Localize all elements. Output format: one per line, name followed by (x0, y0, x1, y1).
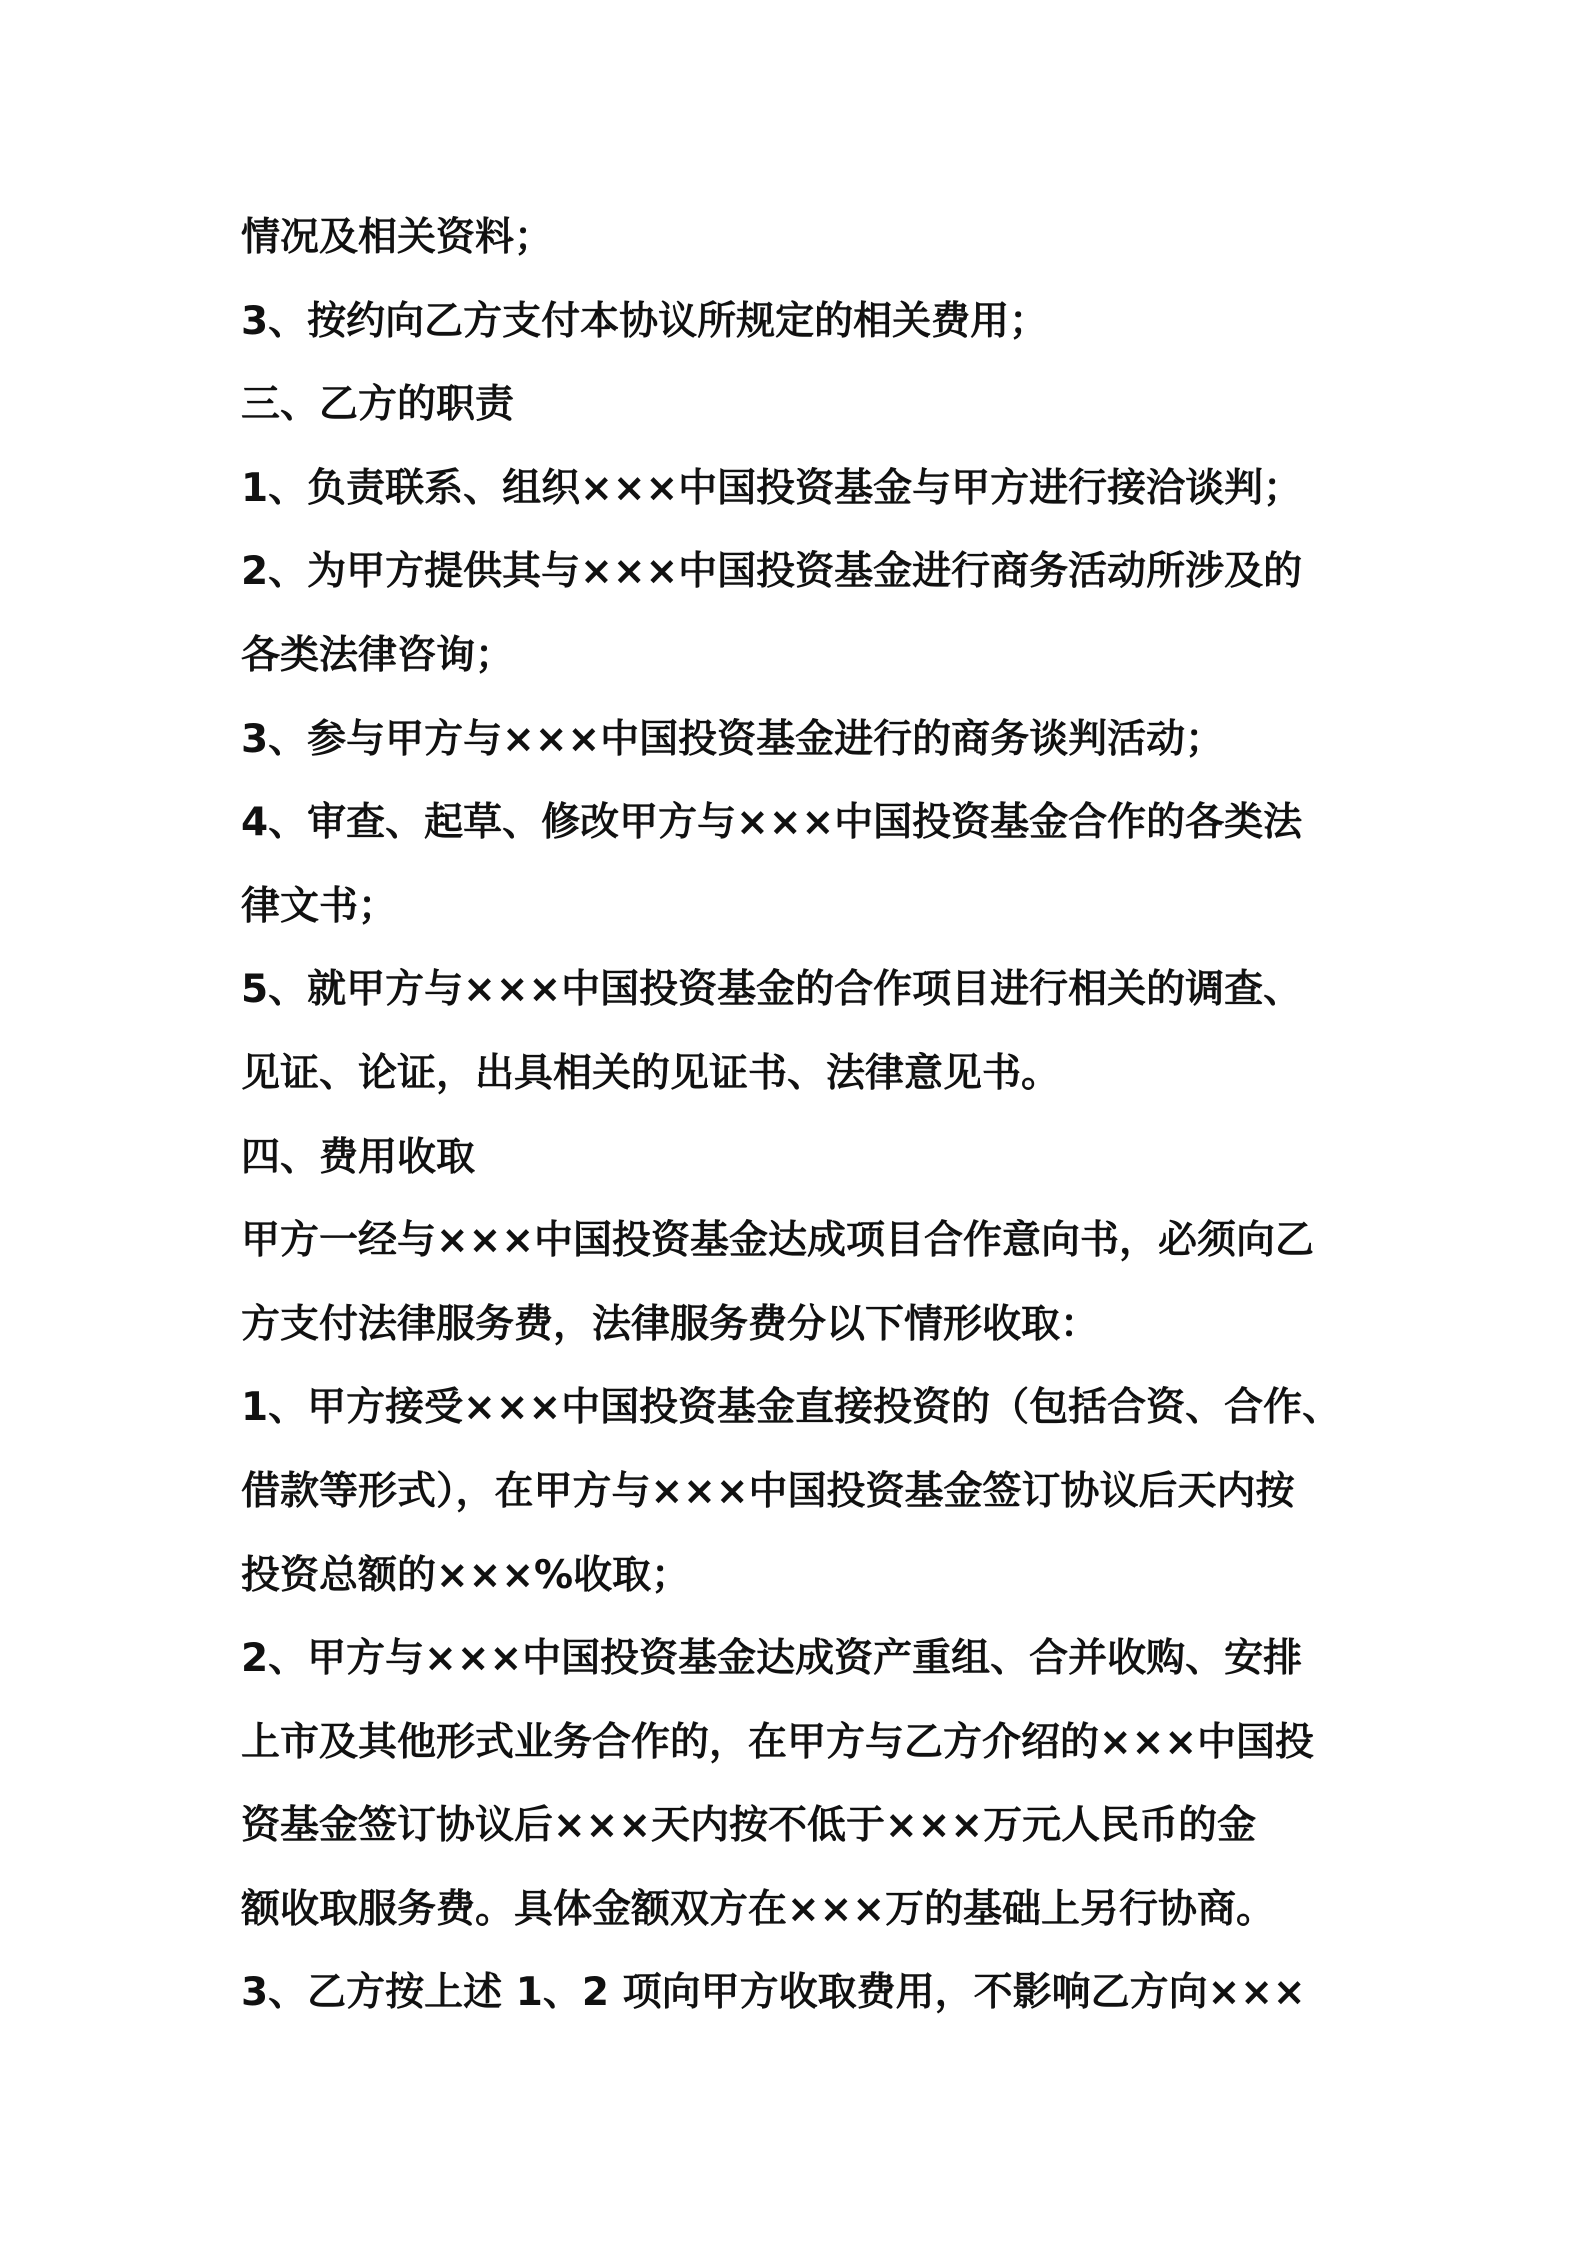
text-line: 见证、论证，出具相关的见证书、法律意见书。 (241, 1050, 1061, 1096)
text-line: 1、负责联系、组织×××中国投资基金与甲方进行接洽谈判； (241, 465, 1303, 511)
text-line: 借款等形式），在甲方与×××中国投资基金签订协议后天内按 (241, 1468, 1295, 1514)
document-body (241, 196, 1371, 2035)
text-line: 3、参与甲方与×××中国投资基金进行的商务谈判活动； (241, 716, 1225, 762)
text-line: 律文书； (241, 883, 398, 929)
text-line: 1、甲方接受×××中国投资基金直接投资的（包括合资、合作、 (241, 1385, 1342, 1431)
text-line: 4、审查、起草、修改甲方与×××中国投资基金合作的各类法 (241, 800, 1303, 846)
text-line: 情况及相关资料； (241, 215, 554, 260)
section-heading: 三、乙方的职责 (241, 382, 515, 428)
text-line: 额收取服务费。具体金额双方在×××万的基础上另行协商。 (241, 1886, 1276, 1932)
text-line: 投资总额的×××%收取； (241, 1552, 691, 1598)
text-line: 甲方一经与×××中国投资基金达成项目合作意向书，必须向乙 (241, 1218, 1315, 1264)
text-line: 3、按约向乙方支付本协议所规定的相关费用； (241, 298, 1049, 344)
text-line: 2、甲方与×××中国投资基金达成资产重组、合并收购、安排 (241, 1636, 1303, 1682)
text-line: 资基金签订协议后×××天内按不低于×××万元人民币的金 (241, 1803, 1257, 1849)
text-line: 各类法律咨询； (241, 632, 515, 678)
text-line: 2、为甲方提供其与×××中国投资基金进行商务活动所涉及的 (241, 549, 1303, 595)
text-line: 5、就甲方与×××中国投资基金的合作项目进行相关的调查、 (241, 967, 1303, 1013)
text-line: 3、乙方按上述 1、2 项向甲方收取费用，不影响乙方向××× (241, 1970, 1306, 2016)
section-heading: 四、费用收取 (241, 1134, 476, 1180)
text-line: 上市及其他形式业务合作的，在甲方与乙方介绍的×××中国投 (241, 1719, 1315, 1765)
text-line: 方支付法律服务费，法律服务费分以下情形收取： (241, 1301, 1100, 1347)
